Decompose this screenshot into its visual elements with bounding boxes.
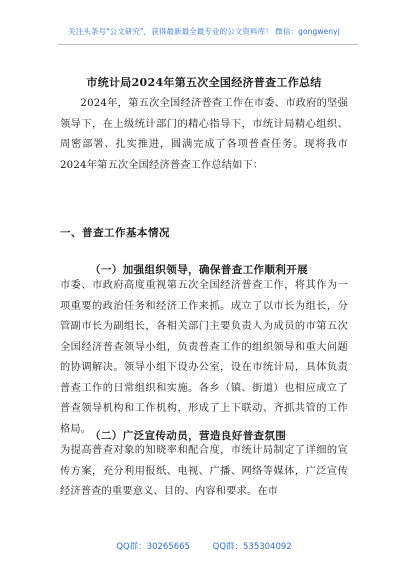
subsection-body-2: 为提高普查对象的知晓率和配合度，市统计局制定了详细的宣传方案，充分利用报纸、电视、广播、网络等媒体，广泛宣传经济普查的重要意义、目的、内容和要求。在市	[60, 445, 348, 497]
subsection-heading-1: （一）加强组织领导，确保普查工作顺利开展	[90, 264, 308, 276]
intro-paragraph: 2024年，第五次全国经济普查工作在市委、市政府的坚强领导下，在上级统计部门的精心指导下，市统计局精心组织、周密部署、扎实推进，圆满完成了各项普查任务。现将我市2024年第五次全国经济普查工作总结如下：	[60, 98, 348, 171]
subsection-body-1: 市委、市政府高度重视第五次全国经济普查工作，将其作为一项重要的政治任务和经济工作来抓。成立了以市长为组长，分管副市长为副组长，各相关部门主要负责人为成员的市第五次全国经济普查领导小组，负责普查工作的组织领导和重大问题的协调解决。领导小组下设办公室，设在市统计局，具体负责普查工作的日常组织和实施。各乡（镇、街道）也相应成立了普查领导机构和工作机构，形成了上下联动、齐抓共管的工作格局。	[60, 280, 348, 435]
header-banner: 关注头条号"公文研究"，获得最新最全最专业的公文资料库！ 微信：gongwenyj	[68, 27, 340, 36]
header-divider	[58, 44, 358, 45]
section-heading-1: 一、普查工作基本情况	[60, 227, 170, 239]
footer-qq-group-2: QQ群：535304092	[212, 542, 292, 552]
subsection-heading-2: （二）广泛宣传动员，营造良好普查氛围	[90, 430, 287, 442]
footer-contact	[0, 540, 408, 552]
footer-qq-group-1: QQ群：30265665	[116, 542, 190, 552]
document-title: 市统计局2024年第五次全国经济普查工作总结	[86, 76, 322, 89]
